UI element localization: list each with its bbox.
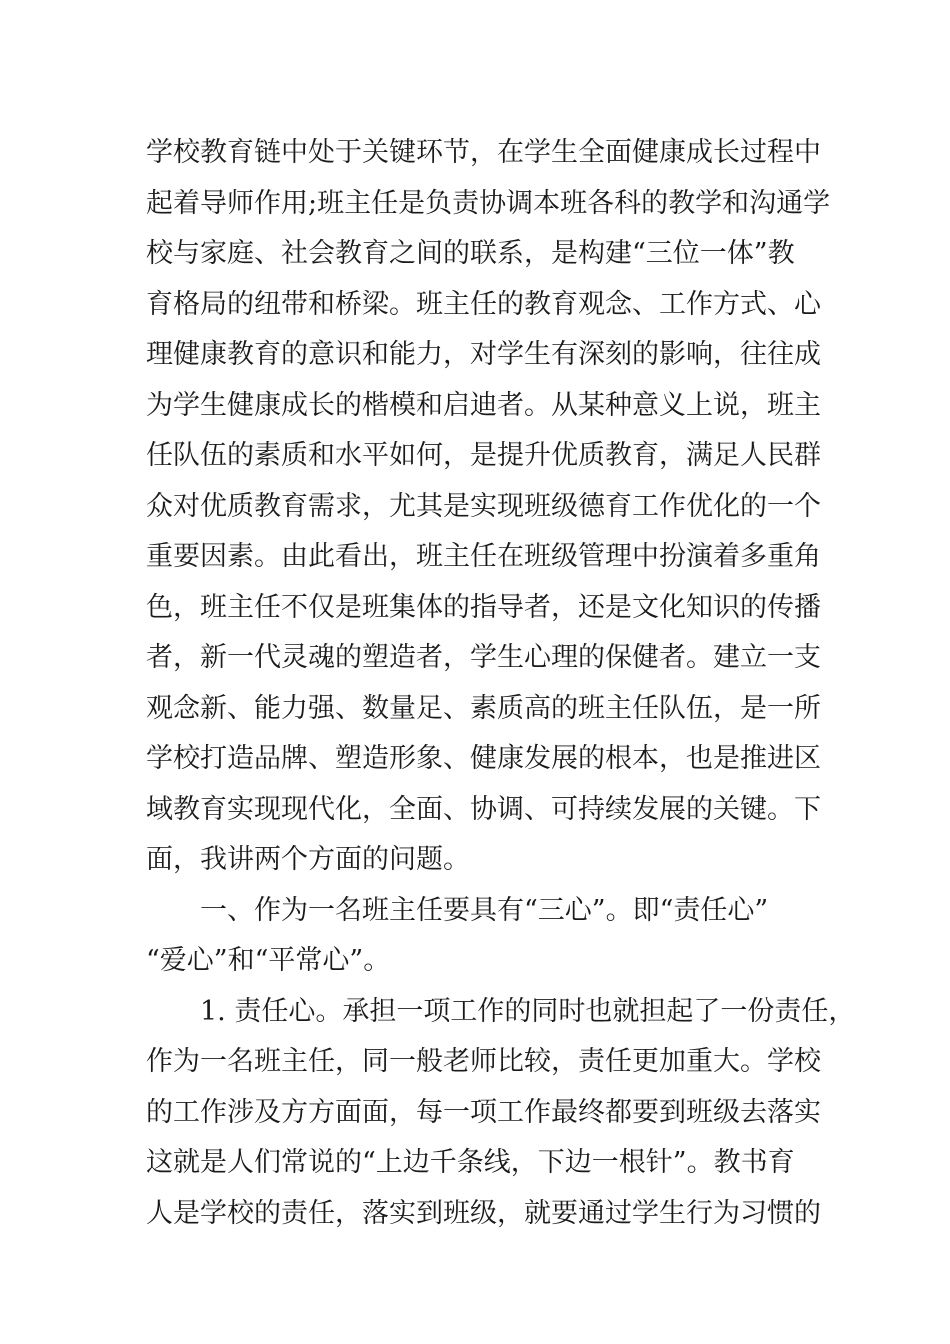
text-line: 任队伍的素质和水平如何，是提升优质教育，满足人民群 [146,440,821,471]
text-line: 育格局的纽带和桥梁。班主任的教育观念、工作方式、心 [146,288,821,320]
text-line: 理健康教育的意识和能力，对学生有深刻的影响，往往成 [146,339,821,370]
text-line: 人是学校的责任，落实到班级，就要通过学生行为习惯的 [146,1197,821,1229]
section-heading-line: “爱心”和“平常心”。 [146,945,391,976]
text-line: 作为一名班主任，同一般老师比较，责任更加重大。学校 [146,1046,821,1077]
text-line: 色，班主任不仅是班集体的指导者，还是文化知识的传播 [146,591,821,623]
text-line: 1. 责任心。承担一项工作的同时也就担起了一份责任， [200,995,856,1027]
text-line: 面，我讲两个方面的问题。 [146,844,470,875]
text-line: 学校打造品牌、塑造形象、健康发展的根本，也是推进区 [146,743,821,774]
text-line: 者，新一代灵魂的塑造者，学生心理的保健者。建立一支 [146,642,821,673]
text-line: 校与家庭、社会教育之间的联系，是构建“三位一体”教 [146,238,795,269]
text-line: 起着导师作用;班主任是负责协调本班各科的教学和沟通学 [146,187,831,219]
text-line: 学校教育链中处于关键环节，在学生全面健康成长过程中 [146,137,821,168]
text-line: 众对优质教育需求，尤其是实现班级德育工作优化的一个 [146,490,821,522]
text-line: 观念新、能力强、数量足、素质高的班主任队伍，是一所 [146,692,821,724]
text-line: 这就是人们常说的“上边千条线，下边一根针”。教书育 [146,1147,795,1178]
text-line: 的工作涉及方方面面，每一项工作最终都要到班级去落实 [146,1096,821,1128]
text-line: 域教育实现现代化，全面、协调、可持续发展的关键。下 [146,793,821,825]
section-heading-line: 一、作为一名班主任要具有“三心”。即“责任心” [200,894,769,926]
text-line: 重要因素。由此看出，班主任在班级管理中扮演着多重角 [146,541,821,572]
body-text [146,128,856,1239]
text-line: 为学生健康成长的楷模和启迪者。从某种意义上说，班主 [146,389,821,421]
